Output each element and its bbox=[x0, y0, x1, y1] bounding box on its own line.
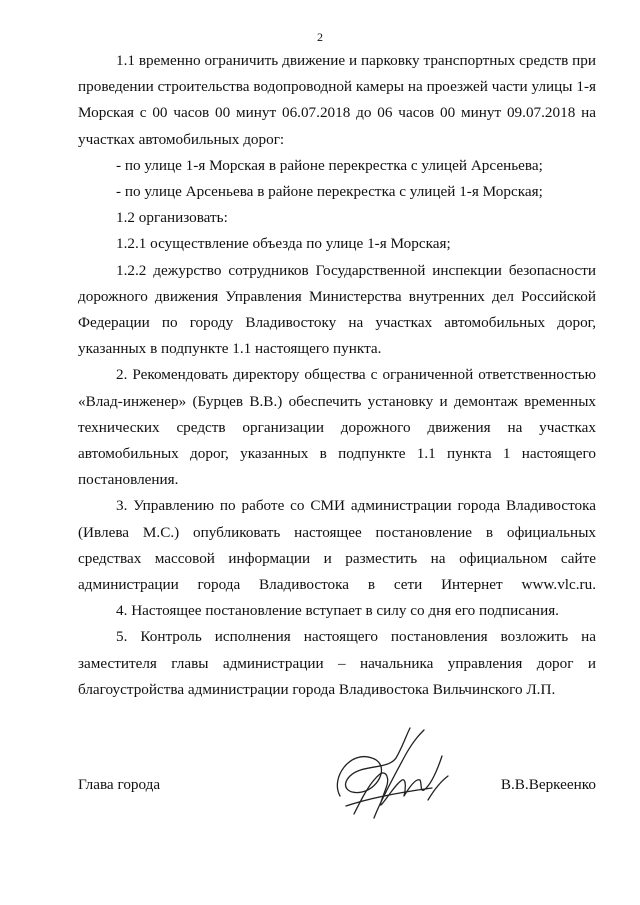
paragraph-1-1: 1.1 временно ограничить движение и парковку транспортных средств при проведении строительства водопроводной камеры на проезжей части улицы 1-я Морская с 00 часов 00 минут 06.07.2018 до 06 часов 00 минут 09.07.2018 на участках автомобильных дорог: bbox=[78, 52, 596, 148]
handwritten-signature bbox=[310, 718, 460, 838]
paragraph-1-2-1: 1.2.1 осуществление объезда по улице 1-я Морская; bbox=[116, 235, 451, 253]
signature-block bbox=[78, 718, 596, 838]
signatory-title: Глава города bbox=[78, 776, 161, 793]
paragraph-1-2-2: 1.2.2 дежурство сотрудников Государственной инспекции безопасности дорожного движения Управления Министерства внутренних дел Российской Федерации по городу Владивостоку на участках автомобильных дорог, указанных в подпункте 1.1 настоящего пункта. bbox=[78, 261, 596, 358]
signatory-name: В.В.Веркеенко bbox=[500, 776, 596, 793]
paragraph-4: 4. Настоящее постановление вступает в силу со дня его подписания. bbox=[116, 602, 559, 620]
paragraph-3: 3. Управлению по работе со СМИ администрации города Владивостока (Ивлева М.С.) опубликовать настоящее постановление в официальных средствах массовой информации и разместить на официальном сайте администрации города Владивостока в сети Интернет www.vlc.ru. bbox=[78, 497, 596, 594]
paragraph-2: 2. Рекомендовать директору общества с ограниченной ответственностью «Влад-инженер» (Бурцев В.В.) обеспечить установку и демонтаж временных технических средств организации дорожного движения на участках автомобильных дорог, указанных в подпункте 1.1 пункта 1 настоящего постановления. bbox=[78, 366, 596, 489]
paragraph-street-2: - по улице Арсеньева в районе перекрестка с улицей 1-я Морская; bbox=[116, 183, 543, 201]
paragraph-street-1: - по улице 1-я Морская в районе перекрестка с улицей Арсеньева; bbox=[116, 156, 543, 174]
document-body bbox=[78, 48, 596, 703]
page-number: 2 bbox=[317, 30, 323, 44]
paragraph-1-2: 1.2 организовать: bbox=[116, 209, 228, 227]
paragraph-5: 5. Контроль исполнения настоящего постановления возложить на заместителя главы администрации – начальника управления дорог и благоустройства администрации города Владивостока Вильчинского Л.П. bbox=[78, 628, 596, 698]
